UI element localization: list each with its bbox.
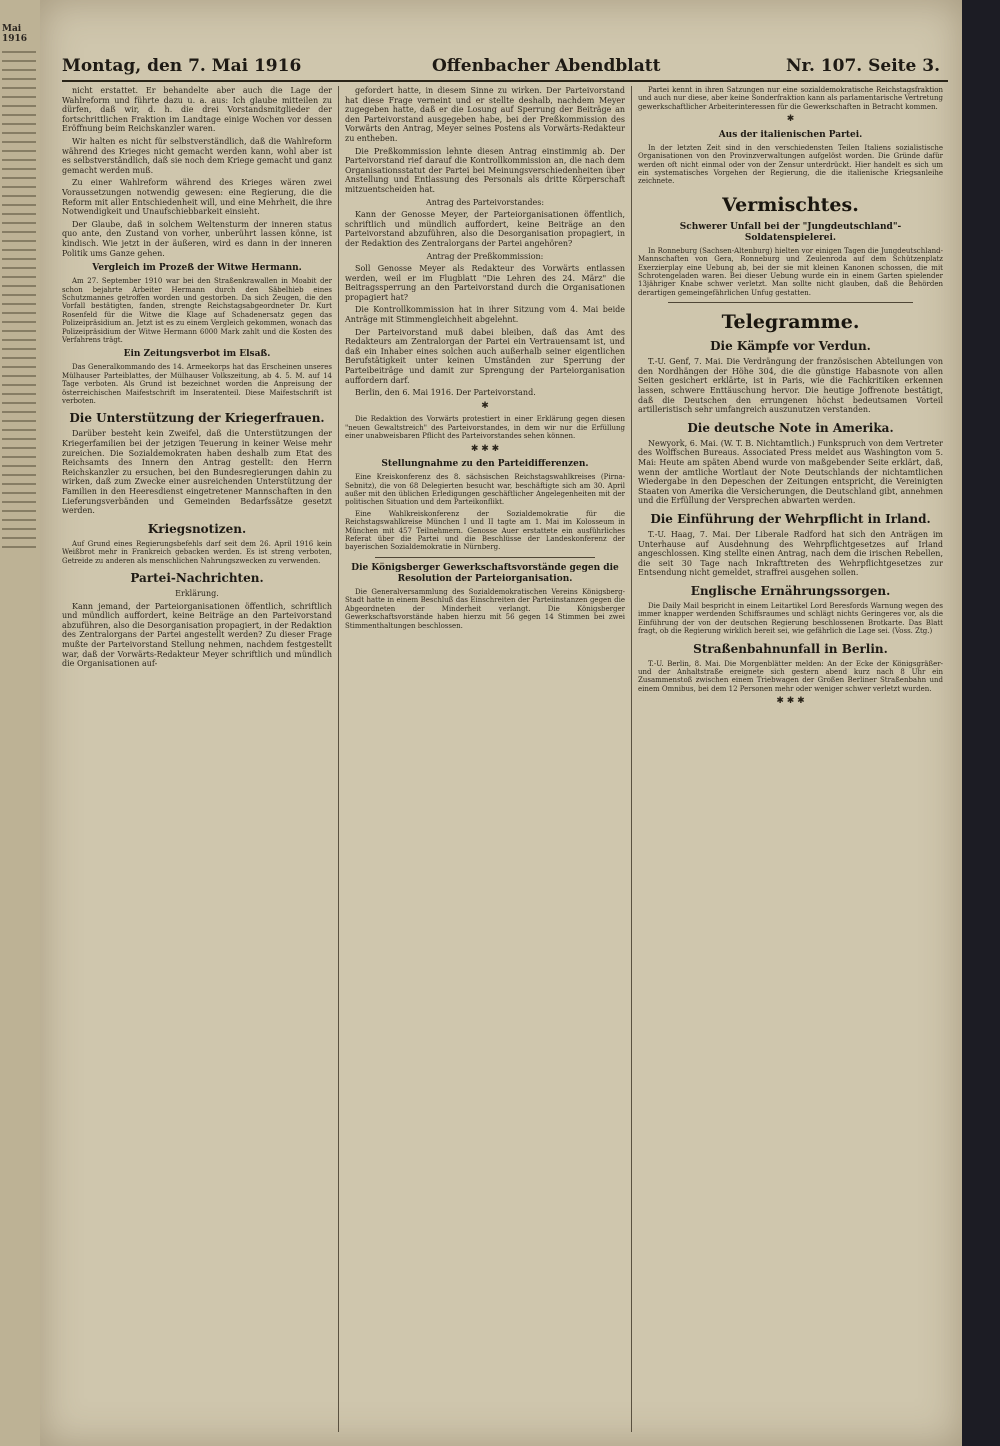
headline-amerika: Die deutsche Note in Amerika. [687,420,894,435]
article-paragraph: Der Parteivorstand muß dabei bleiben, daß das Amt des Redakteurs am Zentralorgan der Partei ein Vertrauensamt ist, und daß ein Inhaber eines solchen auch außerhalb seiner eigentlichen Berufstätigkeit unter keinen Umständen zur Sperrung der Parteibeiträge und damit zur Sprengung der Parteiorganisation auffordern darf. [345,327,625,385]
issue-date: Montag, den 7. Mai 1916 [62,56,302,76]
article-paragraph: Die Daily Mail bespricht in einem Leitartikel Lord Beresfords Warnung wegen des immer knapper werdenden Schiffsraumes und schlägt nichts Geringeres vor, als die Einführung der von der deutschen Regierung beschlossenen Brotkarte. Das Blatt fragt, ob die Regierung wirklich bereit sei, wie gefährlich die Lage sei. (Voss. Ztg.) [638,601,943,636]
section-rule [375,557,595,558]
article-paragraph: Kann der Genosse Meyer, der Parteiorganisationen öffentlich, schriftlich und mündlich auffordert, keine Beiträge an den Parteivorstand abzuführen, also die Desorganisation propagiert, in der Redaktion des Zentralorgans der Partei angehören? [345,210,625,248]
article-paragraph: T.-U. Haag, 7. Mai. Der Liberale Radford hat sich den Anträgen im Unterhause auf Ausdehnung des Wehrpflichtgesetzes auf Irland angeschlossen. King stellte einen Antrag, nach dem die irischen Rebellen, die seit 30 Tage nach Inkrafttreten des Wehrpflichtgesetzes zur Entsendung nicht gemeldet, straffrei ausgehen sollen. [638,530,943,578]
signature-line: Berlin, den 6. Mai 1916. Der Parteivorstand. [355,388,536,398]
headline-kriegsnotizen: Kriegsnotizen. [147,521,247,536]
headline-strassenbahn: Straßenbahnunfall in Berlin. [693,641,888,656]
newspaper-title: Offenbacher Abendblatt [432,56,661,76]
motion-label: Antrag des Parteivorstandes: [425,197,545,207]
article-paragraph: Die Kontrollkommission hat in ihrer Sitzung vom 4. Mai beide Anträge mit Stimmengleichheit abgelehnt. [345,305,625,325]
column-divider [631,86,632,1432]
headline-zeitungsverbot: Ein Zeitungsverbot im Elsaß. [123,349,271,360]
article-paragraph: gefordert hatte, in diesem Sinne zu wirken. Der Parteivorstand hat diese Frage verneint und er stellte deshalb, nachdem Meyer zugegeben hatte, daß er die Losung auf Sperrung der Beiträge an den Parteivorstand ausgegeben habe, bei der Preßkommission des Vorwärts den Antrag, Meyer seines Postens als Vorwärts-Redakteur zu entheben. [345,86,625,143]
article-paragraph: Soll Genosse Meyer als Redakteur des Vorwärts entlassen werden, weil er im Flugblatt "Die Lehren des 24. März" die Beitragssperrung an den Parteivorstand durch die Organisationen propagiert hat? [345,264,625,302]
issue-number: Nr. 107. Seite 3. [786,56,940,76]
previous-page-edge [0,0,42,1446]
article-paragraph: Die Preßkommission lehnte diesen Antrag einstimmig ab. Der Parteivorstand rief darauf die Kontrollkommission an, die nach dem Organisationsstatut der Partei bei Meinungsverschiedenheiten über Anstellung und Entlassung des Personals als dritte Körperschaft mitzuentscheiden hat. [345,146,625,194]
article-paragraph: Die Generalversammlung des Sozialdemokratischen Vereins Königsberg-Stadt hatte in einem Beschluß das Einschreiten der Parteiinstanzen gegen die Abgeordneten der Minderheit verlangt. Die Königsberger Gewerkschaftsvorstände haben hierzu mit 56 gegen 14 Stimmen bei zwei Stimmenthaltungen beschlossen. [345,587,625,630]
section-rule [668,302,913,303]
motion-label: Antrag der Preßkommission: [426,251,544,261]
article-paragraph: Partei kennt in ihren Satzungen nur eine sozialdemokratische Reichstagsfraktion und auch nur diese, aber keine Sonderfraktion kann als parlamentarische Vertretung gewerkschaftlicher Arbeiterinteressen für die Gewerkschaften in Betracht kommen. [638,86,943,111]
column-1 [62,86,332,1434]
article-paragraph: Der Glaube, daß in solchem Weltensturm der inneren status quo ante, den Zustand von vorher, unberührt lassen könne, ist kindisch. Wie jetzt in der äußeren, wird es dann in der inneren Politik ums Ganze gehen. [62,219,332,258]
article-paragraph: nicht erstattet. Er behandelte aber auch die Lage der Wahlreform und führte dazu u. a. aus: Ich glaube mitteilen zu dürfen, daß wir, d. h. die drei Vorstandsmitglieder der fortschrittlichen Fraktion im Landtage einige Wochen vor dessen Eröffnung beim Reichskanzler waren. [62,86,332,134]
article-paragraph: Darüber besteht kein Zweifel, daß die Unterstützungen der Kriegerfamilien bei der jetzigen Teuerung in keiner Weise mehr zureichen. Die Sozialdemokraten haben deshalb zum Etat des Reichsamts des Innern den Antrag gestellt: den Herrn Reichskanzler zu ersuchen, bei den Bundesregierungen dahin zu wirken, daß zum Zwecke einer ausreichenden Unterstützung der Familien in den Heeresdienst eingetretener Mannschaften in den Lieferungsverbänden und Gemeinden Bedarfssätze gesetzt werden. [62,429,332,516]
masthead [62,56,952,78]
headline-italien: Aus der italienischen Partei. [718,129,863,140]
article-paragraph: Zu einer Wahlreform während des Krieges wären zwei Voraussetzungen notwendig gewesen: eine Regierung, die die Reform mit aller Entschiedenheit will, und eine Mehrheit, die ihre Notwendigkeit und Unaufschiebbarkeit einsieht. [62,178,332,217]
column-2 [345,86,625,1434]
section-telegramme: Telegramme. [721,311,860,334]
article-paragraph: Auf Grund eines Regierungsbefehls darf seit dem 26. April 1916 kein Weißbrot mehr in Frankreich gebacken werden. Es ist streng verboten, Getreide zu anderen als menschlichen Nahrungszwecken zu verwenden. [62,539,332,565]
headline-irland: Die Einführung der Wehrpflicht in Irland. [650,512,931,526]
previous-page-header: Mai 1916 [2,24,28,44]
article-paragraph: T.-U. Genf, 7. Mai. Die Verdrängung der französischen Abteilungen von den Nordhängen der Höhe 304, die die günstige Habasnote von allen Seiten gesichert erklärte, ist in Paris, wie die Fachkritiken erkennen lassen, schwere Enttäuschung hervor. Die heutige Joffrenote bestätigt, daß die Deutschen den errungenen höchst bedeutsamen Vorteil artilleristisch sehr umfangreich auszunutzen verstanden. [638,357,943,415]
headline-verdun: Die Kämpfe vor Verdun. [710,339,871,354]
article-paragraph: Wir halten es nicht für selbstverständlich, daß die Wahlreform während des Krieges nicht gemacht werden kann, wohl aber ist es selbstverständlich, daß sie noch dem Kriege gemacht und ganz gemacht werden muß. [62,136,332,175]
article-paragraph: In der letzten Zeit sind in den verschiedensten Teilen Italiens sozialistische Organisationen von den Provinzverwaltungen aufgelöst worden. Die Gründe dafür werden oft nicht einmal oder von der Zensur unterdrückt. Hier handelt es sich um ein systematisches Vorgehen der Regierung, die die italienische Kriegsanleihe zeichnete. [638,143,943,186]
headline-koenigsberg: Die Königsberger Gewerkschaftsvorstände gegen die Resolution der Parteiorganisation. [351,562,619,584]
separator-stars: ✱ ✱ ✱ [776,696,805,707]
headline-kriegerfrauen: Die Unterstützung der Kriegerfrauen. [69,411,325,426]
article-paragraph: Kann jemand, der Parteiorganisationen öffentlich, schriftlich und mündlich auffordert, keine Beiträge an den Parteivorstand abzuführen, also die Desorganisation propagiert, in der Redaktion des Zentralorgans der Partei angestellt werden? Zu dieser Frage mußte der Parteivorstand Stellung nehmen, nachdem festgestellt war, daß der Vorwärts-Redakteur Meyer schriftlich und mündlich die Organisationen auf- [62,601,332,669]
article-paragraph: Newyork, 6. Mai. (W. T. B. Nichtamtlich.) Funkspruch von dem Vertreter des Wolffschen Bureaus. Associated Press meldet aus Washington vom 5. Mai: Heute am späten Abend wurde von maßgebender Seite erklärt, daß, wenn der amtliche Wortlaut der Note Deutschlands der nichtamtlichen Wiedergabe in den Depeschen der Zeitungen entspricht, die Vereinigten Staaten von Amerika die Versicherungen, die Deutschland gibt, annehmen und die Erfüllung der Versprechen abwarten werden. [638,438,943,506]
article-paragraph: Eine Wahlkreiskonferenz der Sozialdemokratie für die Reichstagswahlkreise München I und II tagte am 1. Mai im Kolosseum in München mit 457 Teilnehmern. Genosse Auer erstattete ein ausführliches Referat über die Partei und die Beschlüsse der Landeskonferenz der bayerischen Sozialdemokratie in Nürnberg. [345,509,625,552]
newspaper-page [40,0,962,1446]
headline-hermann: Vergleich im Prozeß der Witwe Hermann. [92,263,302,274]
masthead-rule [62,80,948,82]
subheading-erklaerung: Erklärung. [175,588,219,598]
headline-ernaehrung: Englische Ernährungssorgen. [690,583,891,598]
separator-stars: ✱ [786,114,795,125]
separator-stars: ✱ ✱ ✱ [470,443,500,454]
article-paragraph: Am 27. September 1910 war bei den Straßenkrawallen in Moabit der schon bejahrte Arbeiter Hermann durch den Säbelhieb eines Schutzmannes getroffen worden und gestorben. Da sich Zeugen, die den Vorfall bestätigten, fanden, strengte Reichstagsabgeordneter Dr. Kurt Rosenfeld für die Witwe die Klage auf Schadenersatz gegen das Polizeipräsidium an. Jetzt ist es zu einem Vergleich gekommen, wonach das Polizeipräsidium der Witwe Hermann 6000 Mark zahlt und die Kosten des Verfahrens trägt. [62,277,332,344]
article-paragraph: Das Generalkommando des 14. Armeekorps hat das Erscheinen unseres Mülhauser Parteiblattes, der Mülhauser Volkszeitung, ab 4. 5. M. auf 14 Tage verboten. Als Grund ist bezeichnet worden die Anpreisung der österreichischen Maifestschrift im Inseratenteil. Diese Maifestschrift ist verboten. [62,363,332,405]
article-paragraph: T.-U. Berlin, 8. Mai. Die Morgenblätter melden: An der Ecke der Königsgräßer- und der Anhaltstraße ereignete sich gestern abend kurz nach 8 Uhr ein Zusammenstoß zwischen einem Triebwagen der Großen Berliner Straßenbahn und einem Omnibus, bei dem 12 Personen mehr oder weniger schwer verletzt wurden. [638,659,943,693]
article-paragraph: Die Redaktion des Vorwärts protestiert in einer Erklärung gegen diesen "neuen Gewaltstreich" des Parteivorstandes, in dem wir nur die Erfüllung einer unabweisbaren Pflicht des Parteivorstandes sehen können. [345,415,625,441]
column-3 [638,86,943,1434]
article-paragraph: Eine Kreiskonferenz des 8. sächsischen Reichstagswahlkreises (Pirna-Sebnitz), die von 68 Delegierten besucht war, beschäftigte sich am 30. April außer mit den üblichen Erledigungen geschäftlicher Angelegenheiten mit der politischen Situation und dem Parteikonflikt. [345,473,625,507]
section-vermischtes: Vermischtes. [722,193,859,216]
headline-stellungnahme: Stellungnahme zu den Parteidifferenzen. [381,459,589,470]
separator-stars: ✱ [481,400,489,411]
headline-partei-nachrichten: Partei-Nachrichten. [130,570,264,585]
column-divider [338,86,339,1432]
article-paragraph: In Ronneburg (Sachsen-Altenburg) hielten vor einigen Tagen die Jungdeutschland-Mannschaften von Gera, Ronneburg und Zeulenroda auf dem Schützenplatz Exerzierplay eine Uebung ab, bei der sie mit kleinen Kanonen schossen, die mit Schrotengeladen waren. Bei dieser Uebung wurde ein in einem Garten spielender 13jähriger Knabe schwer verletzt. Man sollte nicht glauben, daß die Behörden derartigen gemeingefährlichen Unfug gestatten. [638,246,943,297]
headline-unfall: Schwerer Unfall bei der "Jungdeutschland"-Soldatenspielerei. [679,221,902,243]
